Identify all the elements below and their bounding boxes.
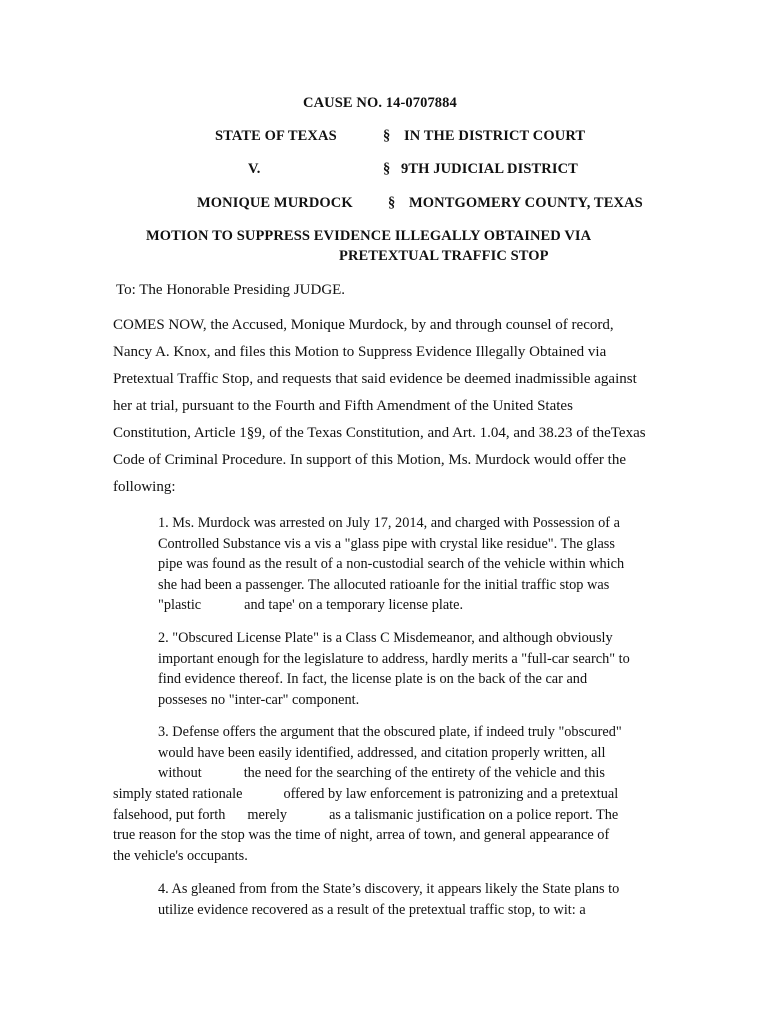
paragraph-text: and tape' on a temporary license plate. xyxy=(244,597,464,614)
paragraph-line: 3. Defense offers the argument that the obscured plate, if indeed truly "obscured" xyxy=(158,724,622,740)
paragraph-line: Controlled Substance vis a vis a "glass pipe with crystal like residue". The glass xyxy=(158,535,615,552)
paragraph-line: pipe was found as the result of a non-custodial search of the vehicle within which xyxy=(158,556,625,573)
paragraph-line: posseses no "inter-car" component. xyxy=(158,691,360,708)
paragraph-text: falsehood, put forth xyxy=(113,806,226,823)
intro-line: Constitution, Article 1§9, of the Texas Constitution, and Art. 1.04, and 38.23 of theTexas xyxy=(113,425,646,441)
paragraph-line xyxy=(113,805,618,826)
paragraph-line: utilize evidence recovered as a result of the pretextual traffic stop, to wit: a xyxy=(158,901,586,918)
paragraph-line xyxy=(158,595,624,616)
salutation: To: The Honorable Presiding JUDGE. xyxy=(116,282,346,298)
paragraph-text: offered by law enforcement is patronizing and a pretextual xyxy=(283,786,619,802)
caption-right-county: MONTGOMERY COUNTY, TEXAS xyxy=(409,195,643,211)
paragraph-text: "plastic xyxy=(158,597,202,614)
paragraph-text: merely xyxy=(247,806,288,823)
caption-right-court: IN THE DISTRICT COURT xyxy=(404,128,586,144)
paragraph-2 xyxy=(158,628,630,710)
intro-line: Code of Criminal Procedure. In support of this Motion, Ms. Murdock would offer the xyxy=(113,452,626,468)
paragraph-text: without xyxy=(158,765,202,782)
paragraph-line: would have been easily identified, addressed, and citation properly written, all xyxy=(158,744,606,761)
paragraph-line: 2. "Obscured License Plate" is a Class C Misdemeanor, and although obviously xyxy=(158,630,613,646)
caption-right-district: 9TH JUDICIAL DISTRICT xyxy=(401,161,578,177)
paragraph-line: 4. As gleaned from from the State’s discovery, it appears likely the State plans to xyxy=(158,881,620,897)
intro-line: her at trial, pursuant to the Fourth and Fifth Amendment of the United States xyxy=(113,398,573,414)
section-symbol: § xyxy=(383,161,391,177)
paragraph-line: true reason for the stop was the time of night, arrea of town, and general appearance of xyxy=(113,827,610,844)
intro-line: COMES NOW, the Accused, Monique Murdock, by and through counsel of record, xyxy=(113,317,614,333)
paragraph-line: 1. Ms. Murdock was arrested on July 17, 2014, and charged with Possession of a xyxy=(158,515,620,531)
paragraph-3-head xyxy=(158,722,622,784)
paragraph-line: the vehicle's occupants. xyxy=(113,847,248,864)
paragraph-line: she had been a passenger. The allocuted ratioanle for the initial traffic stop was xyxy=(158,576,610,593)
paragraph-line xyxy=(113,784,618,805)
motion-title-line-1: MOTION TO SUPPRESS EVIDENCE ILLEGALLY OBTAINED VIA xyxy=(146,228,592,244)
section-symbol: § xyxy=(383,128,391,144)
intro-paragraph xyxy=(113,312,653,501)
paragraph-text: simply stated rationale xyxy=(113,786,243,802)
paragraph-4 xyxy=(158,879,619,920)
section-symbol: § xyxy=(388,195,396,211)
caption-left-state: STATE OF TEXAS xyxy=(215,128,337,144)
paragraph-text: as a talismanic justification on a police report. The xyxy=(329,806,619,823)
motion-title-line-2: PRETEXTUAL TRAFFIC STOP xyxy=(339,248,549,264)
paragraph-3-tail xyxy=(113,784,618,866)
paragraph-line: important enough for the legislature to address, hardly merits a "full-car search" to xyxy=(158,650,630,667)
caption-left-versus: V. xyxy=(248,161,261,177)
paragraph-line: find evidence thereof. In fact, the license plate is on the back of the car and xyxy=(158,671,588,688)
caption-left-defendant: MONIQUE MURDOCK xyxy=(197,195,353,211)
intro-line: following: xyxy=(113,479,176,495)
cause-number: CAUSE NO. 14-0707884 xyxy=(303,95,457,111)
paragraph-line xyxy=(158,763,622,784)
paragraph-1 xyxy=(158,513,624,616)
intro-line: Nancy A. Knox, and files this Motion to Suppress Evidence Illegally Obtained via xyxy=(113,344,607,360)
paragraph-text: the need for the searching of the entirety of the vehicle and this xyxy=(243,765,605,782)
intro-line: Pretextual Traffic Stop, and requests that said evidence be deemed inadmissible against xyxy=(113,371,637,387)
